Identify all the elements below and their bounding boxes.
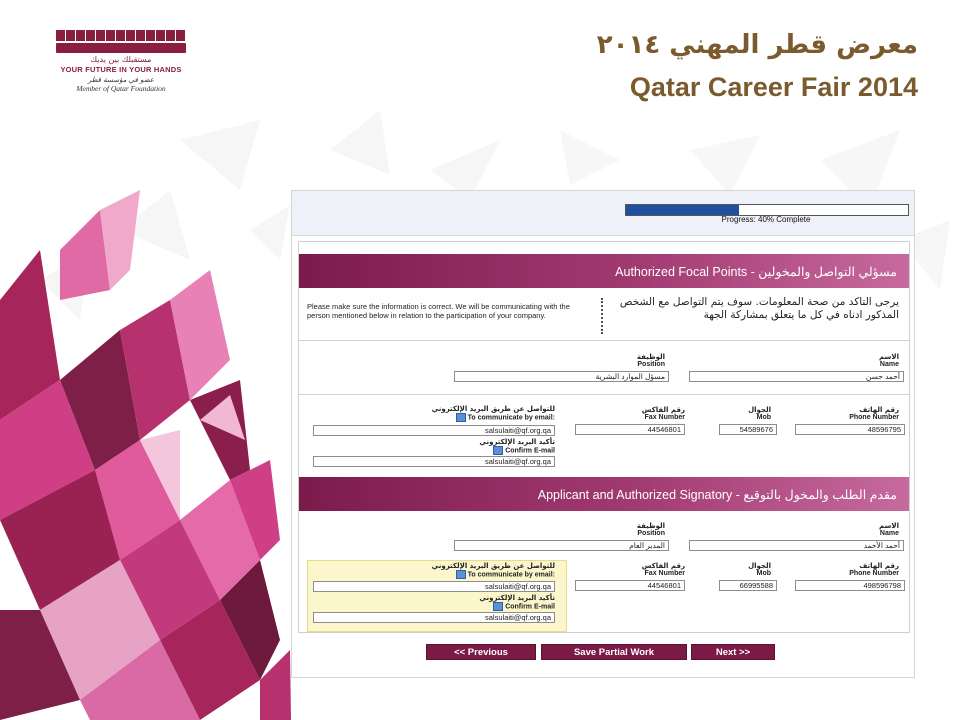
name-label: الاسم Name (879, 522, 899, 537)
logo-letter-band (56, 30, 186, 41)
email-label: للتواصل عن طريق البريد الإلكتروني To communicate by email: (431, 562, 555, 579)
position-label: الوظيفة Position (636, 353, 665, 368)
applicant-fax-field[interactable]: 44546801 (575, 580, 685, 591)
section-header-focal-points: Authorized Focal Points - مسؤلي التواصل والمخولين (299, 254, 909, 288)
focal-name-field[interactable]: أحمد حسن (689, 371, 904, 382)
position-label: الوظيفة Position (636, 522, 665, 537)
checkbox-icon[interactable] (456, 570, 466, 579)
save-partial-work-button[interactable]: Save Partial Work (541, 644, 687, 660)
applicant-mob-field[interactable]: 66995588 (719, 580, 777, 591)
notice-text-ar: يرجى التاكد من صحة المعلومات. سوف يتم التواصل مع الشخص المذكور ادناه في كل ما يتعلق بمشاركة الجهة (619, 296, 899, 321)
notice-text-en: Please make sure the information is correct. We will be communicating with the person mentioned below in relation to the participation of your company. (307, 302, 570, 320)
phone-label: رقم الهاتف Phone Number (849, 406, 899, 421)
logo-member-ar: عضو في مؤسسة قطر (88, 76, 154, 84)
progress-bar-fill (626, 205, 739, 215)
focal-confirm-email-field[interactable]: salsulaiti@qf.org.qa (313, 456, 555, 467)
phone-label: رقم الهاتف Phone Number (849, 562, 899, 577)
confirm-email-label: تأكيد البريد الإلكتروني Confirm E-mail (479, 594, 555, 611)
previous-button[interactable]: << Previous (426, 644, 536, 660)
focal-position-field[interactable]: مسؤل الموارد البشرية (454, 371, 669, 382)
email-label: للتواصل عن طريق البريد الإلكتروني To communicate by email: (431, 405, 555, 422)
applicant-name-field[interactable]: أحمد الأحمد (689, 540, 904, 551)
logo-tagline: YOUR FUTURE IN YOUR HANDS (60, 65, 182, 74)
checkbox-icon[interactable] (456, 413, 466, 422)
registration-form-frame (291, 190, 915, 678)
section-header-applicant: Applicant and Authorized Signatory - مقدم الطلب والمخول بالتوقيع (299, 477, 909, 511)
fax-label: رقم الفاكس Fax Number (641, 562, 685, 577)
focal-email-field[interactable]: salsulaiti@qf.org.qa (313, 425, 555, 436)
logo-slogan-ar: مستقبلك بين يديك (90, 55, 152, 64)
checkbox-icon[interactable] (493, 602, 503, 611)
form-content (298, 241, 910, 633)
applicant-email-field[interactable]: salsulaiti@qf.org.qa (313, 581, 555, 592)
focal-fax-field[interactable]: 44546801 (575, 424, 685, 435)
logo-member-text: Member of Qatar Foundation (76, 84, 166, 93)
next-button[interactable]: Next >> (691, 644, 775, 660)
mob-label: الجوال Mob (748, 406, 771, 421)
name-label: الاسم Name (879, 353, 899, 368)
progress-area (292, 191, 914, 236)
applicant-position-field[interactable]: المدير العام (454, 540, 669, 551)
confirm-email-label: تأكيد البريد الإلكتروني Confirm E-mail (479, 438, 555, 455)
divider (299, 340, 909, 341)
focal-mob-field[interactable]: 54589676 (719, 424, 777, 435)
applicant-phone-field[interactable]: 498596798 (795, 580, 905, 591)
page-title: Qatar Career Fair 2014 (629, 72, 918, 102)
qatar-career-fair-logo (56, 30, 186, 100)
page-title-ar: معرض قطر المهني ٢٠١٤ (596, 30, 918, 60)
fax-label: رقم الفاكس Fax Number (641, 406, 685, 421)
focal-phone-field[interactable]: 48596795 (795, 424, 905, 435)
notice-divider (601, 298, 603, 334)
progress-label: Progress: 40% Complete (721, 215, 811, 224)
applicant-confirm-email-field[interactable]: salsulaiti@qf.org.qa (313, 612, 555, 623)
checkbox-icon[interactable] (493, 446, 503, 455)
mob-label: الجوال Mob (748, 562, 771, 577)
divider (299, 394, 909, 395)
logo-arabic-band (56, 43, 186, 53)
